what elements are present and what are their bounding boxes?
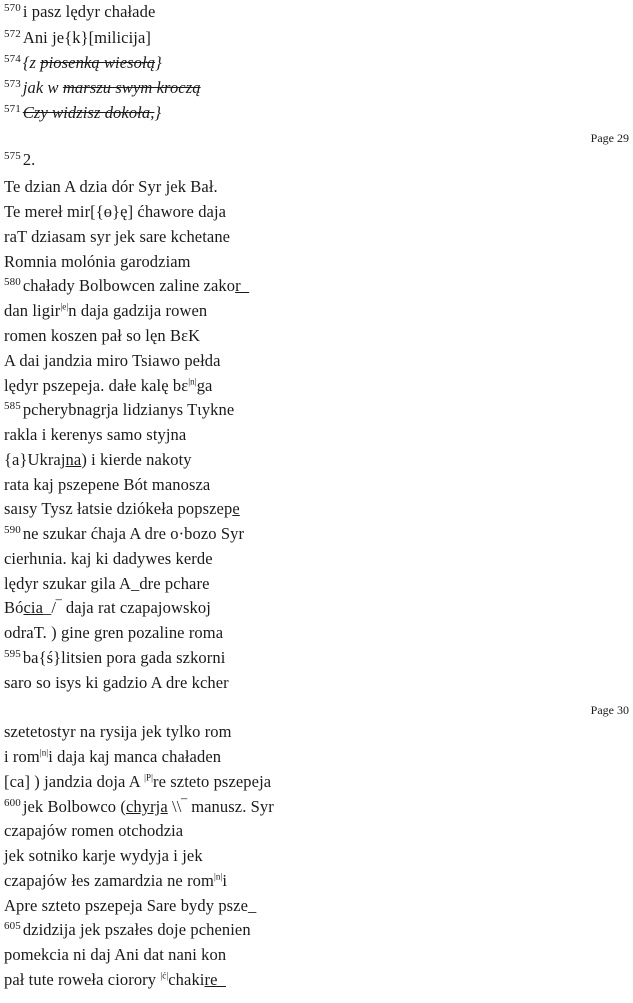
verse-line bbox=[4, 425, 186, 445]
struck-text: piosenką wiesołą bbox=[40, 53, 156, 72]
verse-fragment: {z bbox=[22, 53, 41, 72]
verse-line bbox=[4, 821, 183, 841]
verse-text: chałady Bolbowcen zaline zako bbox=[22, 276, 236, 295]
verse-line bbox=[4, 846, 203, 866]
verse-text: \\‾ manusz. Syr bbox=[167, 797, 274, 816]
verse-text-italic bbox=[23, 53, 162, 72]
verse-line-590 bbox=[4, 524, 244, 544]
verse-line-580 bbox=[4, 276, 249, 296]
verse-line bbox=[4, 450, 192, 470]
line-number: 590 bbox=[4, 523, 21, 536]
verse-text: chaki bbox=[168, 970, 205, 989]
verse-text: szetetostyr na rysija jek tylko rom bbox=[4, 722, 232, 741]
verse-text: rata kaj pszepene Bót manosza bbox=[4, 475, 211, 494]
line-number: 595 bbox=[4, 647, 21, 660]
underlined-text: r_ bbox=[235, 276, 250, 295]
underlined-text: cia bbox=[23, 598, 43, 617]
line-number: 605 bbox=[4, 919, 21, 932]
verse-text: pcherybnagrja lidzianys Tιykne bbox=[22, 400, 235, 419]
verse-line bbox=[4, 747, 221, 767]
verse-line-585 bbox=[4, 400, 234, 420]
struck-text: Czy widzisz dokoła, bbox=[22, 103, 155, 122]
line-number: 600 bbox=[4, 796, 21, 809]
verse-text: rakla i kerenys samo styjna bbox=[4, 425, 187, 444]
verse-text: {a}Ukraj bbox=[4, 450, 66, 469]
verse-line bbox=[4, 177, 218, 197]
inserted-letter: |ć| bbox=[160, 970, 169, 981]
verse-text: ne szukar ćhaja A dre o·bozo Syr bbox=[22, 524, 245, 543]
verse-text: jek sotniko karje wydyja i jek bbox=[4, 846, 203, 865]
line-number: 574 bbox=[4, 52, 21, 65]
verse-text: [ca] ) jandzia doja A bbox=[4, 772, 145, 791]
line-number: 580 bbox=[4, 275, 21, 288]
inserted-letter: |e| bbox=[60, 301, 69, 312]
verse-line bbox=[4, 376, 212, 396]
verse-text-italic bbox=[23, 78, 201, 97]
verse-line bbox=[4, 252, 191, 272]
verse-text: re szteto pszepeja bbox=[153, 772, 272, 791]
verse-line bbox=[4, 301, 207, 321]
verse-text: saısy Tysz łatsie dziókeła popszep bbox=[4, 499, 233, 518]
verse-line bbox=[4, 945, 226, 965]
verse-text: dzidzija jek pszałes doje pchenien bbox=[22, 920, 251, 939]
verse-text: Apre szteto pszepeja Sare bydy psze_ bbox=[4, 896, 257, 915]
verse-fragment: jak w bbox=[22, 78, 63, 97]
verse-line bbox=[4, 871, 227, 891]
verse-text: ba{ś}litsien pora gada szkorni bbox=[22, 648, 226, 667]
underlined-text: e bbox=[232, 499, 240, 518]
verse-text: cierhιnia. kaj ki dadywes kerde bbox=[4, 549, 213, 568]
verse-line bbox=[4, 722, 232, 742]
verse-line-571 bbox=[4, 103, 161, 123]
verse-line bbox=[4, 598, 211, 618]
page-number-label: Page 30 bbox=[590, 703, 629, 717]
verse-line bbox=[4, 623, 223, 643]
verse-line-605 bbox=[4, 920, 251, 940]
verse-text: ) i kierde nakoty bbox=[81, 450, 192, 469]
verse-line bbox=[4, 499, 240, 519]
verse-text: czapajów romen otchodzia bbox=[4, 821, 184, 840]
line-number: 572 bbox=[4, 27, 21, 40]
verse-text: raT dziasam syr jek sare kchetane bbox=[4, 227, 231, 246]
line-number: 573 bbox=[4, 77, 21, 90]
verse-text: lędyr pszepeja. dałe kalę bɛ bbox=[4, 376, 189, 395]
verse-line bbox=[4, 673, 229, 693]
struck-text: marszu swym kroczą bbox=[62, 78, 201, 97]
verse-text: i rom bbox=[4, 747, 40, 766]
verse-line-573 bbox=[4, 78, 201, 98]
verse-line-574 bbox=[4, 53, 162, 73]
verse-text: n daja gadzija rowen bbox=[68, 301, 208, 320]
section-heading bbox=[4, 150, 35, 170]
verse-text: _/‾ daja rat czapajowskoj bbox=[43, 598, 211, 617]
verse-line bbox=[4, 970, 226, 990]
page-number-label: Page 29 bbox=[590, 131, 629, 145]
verse-text: pomekcia ni daj Ani dat nani kon bbox=[4, 945, 227, 964]
line-number: 570 bbox=[4, 1, 21, 14]
verse-line-600 bbox=[4, 797, 274, 817]
verse-text: jek Bolbowco ( bbox=[22, 797, 126, 816]
verse-line bbox=[4, 326, 200, 346]
verse-line bbox=[4, 772, 271, 792]
verse-text: pał tute roweła ciorory bbox=[4, 970, 161, 989]
verse-text: romen koszen pał so lęn BεK bbox=[4, 326, 201, 345]
verse-line bbox=[4, 549, 213, 569]
line-number: 571 bbox=[4, 102, 21, 115]
verse-line-570 bbox=[4, 2, 155, 22]
verse-line bbox=[4, 896, 256, 916]
inserted-letter: |n| bbox=[188, 376, 197, 387]
verse-text: Bó bbox=[4, 598, 24, 617]
verse-text: dan ligir bbox=[4, 301, 61, 320]
inserted-letter: |P| bbox=[144, 772, 154, 783]
inserted-letter: |n| bbox=[39, 747, 49, 758]
underlined-text: re_ bbox=[204, 970, 226, 989]
verse-text: i daja kaj manca chaładen bbox=[48, 747, 222, 766]
verse-line-572 bbox=[4, 28, 151, 48]
verse-text: odraT. ) gine gren pozaline roma bbox=[4, 623, 224, 642]
verse-text: Te dzian A dzia dór Syr jek Bał. bbox=[4, 177, 218, 196]
verse-text: lędyr szukar gila A_dre pchare bbox=[4, 574, 210, 593]
verse-text: Ani je{k}[milicija] bbox=[22, 28, 151, 47]
underlined-text: na bbox=[65, 450, 82, 469]
line-number: 585 bbox=[4, 399, 21, 412]
verse-text: czapajów łes zamardzia ne rom bbox=[4, 871, 214, 890]
verse-line bbox=[4, 227, 230, 247]
verse-line-595 bbox=[4, 648, 225, 668]
verse-text: ga bbox=[196, 376, 213, 395]
section-title: 2. bbox=[22, 150, 36, 169]
verse-text: saro so isys ki gadzio A dre kcher bbox=[4, 673, 229, 692]
underlined-text: chyrja bbox=[125, 797, 168, 816]
verse-text: A dai jandzia miro Tsiawo pełda bbox=[4, 351, 221, 370]
verse-line bbox=[4, 475, 210, 495]
line-number: 575 bbox=[4, 149, 21, 162]
verse-text: Te mereł mir[{ɵ}ę] ćhawore daja bbox=[4, 202, 227, 221]
inserted-letter: |n| bbox=[213, 871, 223, 882]
verse-text: i pasz lędyr chałade bbox=[22, 2, 156, 21]
verse-line bbox=[4, 202, 226, 222]
verse-line bbox=[4, 574, 210, 594]
verse-fragment: } bbox=[155, 53, 162, 72]
verse-line bbox=[4, 351, 221, 371]
verse-text: Romnia molónia garodziam bbox=[4, 252, 191, 271]
verse-text: i bbox=[222, 871, 228, 890]
verse-fragment: } bbox=[154, 103, 162, 122]
verse-text-italic bbox=[23, 103, 161, 122]
